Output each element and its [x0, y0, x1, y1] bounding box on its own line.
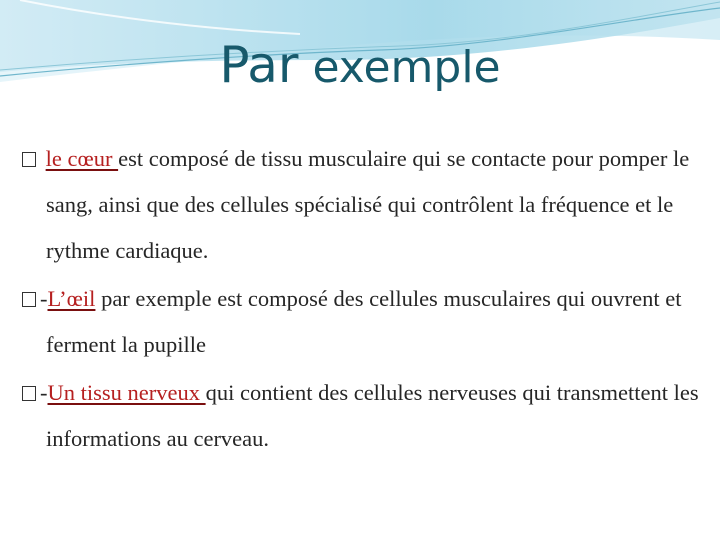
paragraph-text: qui contient des cellules nerveuses qui transmettent les informations au cerveau.	[46, 380, 699, 451]
paragraph-text: est composé de tissu musculaire qui se contacte pour pomper le sang, ainsi que des cellules spécialisé qui contrôlent la fréquence et le rythme cardiaque.	[46, 146, 690, 263]
paragraph-text: par exemple est composé des cellules musculaires qui ouvrent et ferment la pupille	[46, 286, 682, 357]
title-word-par: Par	[219, 36, 299, 94]
square-bullet-icon	[22, 292, 36, 307]
square-bullet-icon	[22, 386, 36, 401]
paragraph-eye	[22, 276, 712, 368]
paragraph-prefix: -	[40, 286, 48, 311]
title-word-exemple: exemple	[298, 42, 501, 93]
keyword-heart: le cœur	[45, 146, 119, 171]
slide-title	[0, 30, 720, 103]
square-bullet-icon	[22, 152, 36, 167]
slide-body	[22, 136, 712, 464]
paragraph-prefix: -	[40, 380, 48, 405]
keyword-nervous-tissue: Un tissu nerveux	[47, 380, 206, 405]
paragraph-nervous-tissue	[22, 370, 712, 462]
paragraph-heart	[22, 136, 712, 274]
keyword-eye: L’œil	[47, 286, 96, 311]
